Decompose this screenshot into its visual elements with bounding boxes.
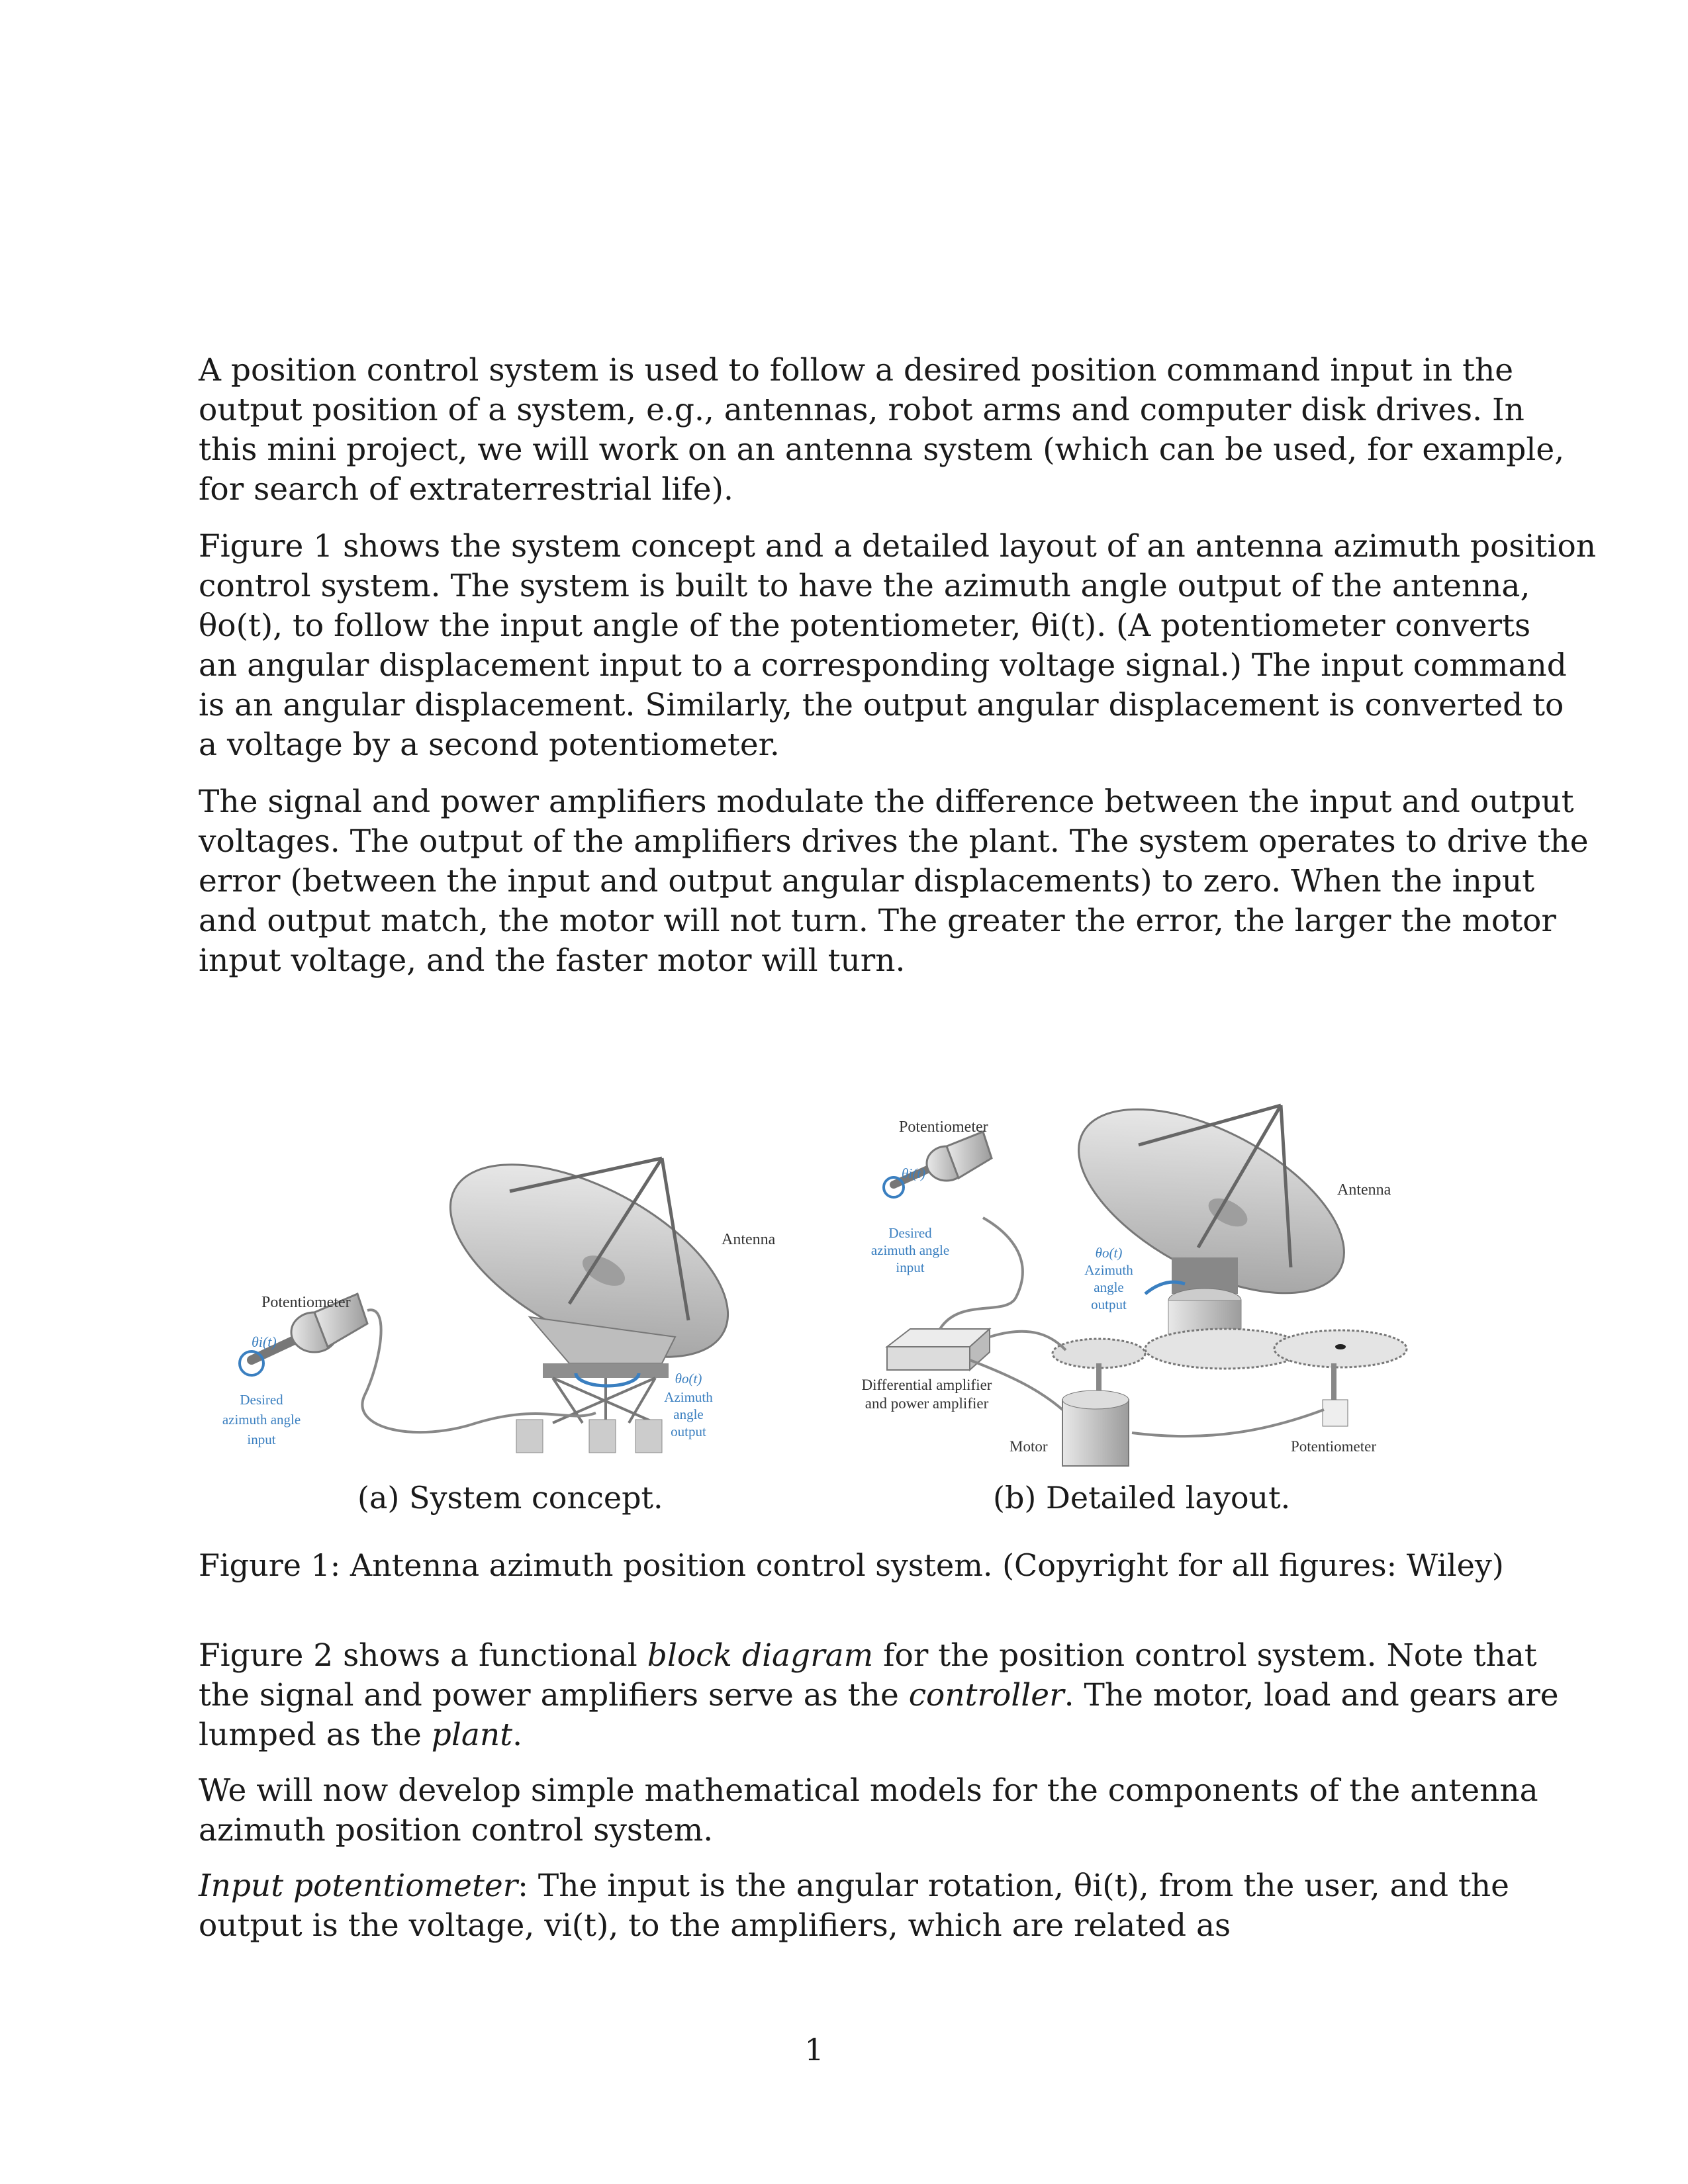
- azimuth-angle-label: azimuth angle: [222, 1412, 301, 1428]
- antenna-label: Antenna: [722, 1231, 776, 1248]
- potentiometer-top-label: Potentiometer: [899, 1118, 988, 1136]
- subfigure-b-caption: (b) Detailed layout.: [993, 1480, 1291, 1516]
- theta-i-label: θi(t): [902, 1165, 925, 1181]
- azimuth-label: Azimuth: [1084, 1262, 1133, 1278]
- text-line: [199, 1636, 1537, 1676]
- amplifier-label: and power amplifier: [865, 1395, 989, 1412]
- subfigure-a-caption: (a) System concept.: [357, 1480, 663, 1516]
- block-diagram-paragraph: [199, 1636, 1559, 1755]
- text-line: A position control system is used to follow a desired position command input in the: [199, 352, 1514, 388]
- text-span: the signal and power amplifiers serve as the: [199, 1677, 909, 1713]
- text-line: output position of a system, e.g., antennas, robot arms and computer disk drives. In: [199, 392, 1524, 428]
- text-line: a voltage by a second potentiometer.: [199, 727, 780, 763]
- amplifier-label: Differential amplifier: [861, 1377, 992, 1393]
- emphasis-plant: plant: [431, 1717, 513, 1753]
- theta-o-label: θo(t): [675, 1371, 702, 1387]
- motor-illustration: [1062, 1390, 1129, 1466]
- antenna-label: Antenna: [1337, 1181, 1391, 1199]
- text-line: output is the voltage, vi(t), to the amplifiers, which are related as: [199, 1907, 1231, 1944]
- theta-o-label: θo(t): [1095, 1245, 1123, 1261]
- angle-label: angle: [673, 1406, 704, 1422]
- figure-1-caption: Figure 1: Antenna azimuth position control system. (Copyright for all figures: Wiley): [199, 1547, 1504, 1583]
- text-span: for the position control system. Note that: [873, 1637, 1537, 1674]
- text-line: control system. The system is built to have the azimuth angle output of the antenna,: [199, 568, 1530, 604]
- output-label: output: [1091, 1297, 1127, 1312]
- potentiometer-bottom-label: Potentiometer: [1291, 1438, 1377, 1455]
- figure1-description-paragraph: [199, 527, 1597, 765]
- page-number: 1: [804, 2032, 824, 2068]
- angle-label: angle: [1094, 1279, 1124, 1295]
- text-span: lumped as the: [199, 1717, 432, 1753]
- azimuth-angle-label: azimuth angle: [870, 1242, 950, 1258]
- azimuth-label: Azimuth: [664, 1389, 713, 1405]
- emphasis-input-potentiometer: Input potentiometer: [199, 1868, 518, 1904]
- text-span: Figure 2 shows a functional: [199, 1637, 647, 1674]
- motor-label: Motor: [1009, 1438, 1048, 1455]
- figure-1a-system-concept: [199, 1145, 814, 1469]
- desired-label: Desired: [888, 1225, 932, 1241]
- text-line: and output match, the motor will not turn. The greater the error, the larger the motor: [199, 903, 1556, 939]
- intro-paragraph: [199, 351, 1565, 510]
- figure-1b-detailed-layout: [841, 1099, 1430, 1469]
- text-line: [199, 1866, 1509, 1906]
- text-line: this mini project, we will work on an antenna system (which can be used, for example,: [199, 432, 1565, 468]
- input-label: input: [896, 1259, 925, 1275]
- text-line: is an angular displacement. Similarly, the output angular displacement is converted to: [199, 687, 1564, 723]
- text-span: .: [512, 1717, 523, 1753]
- text-line: The signal and power amplifiers modulate the difference between the input and output: [199, 784, 1574, 820]
- text-line: an angular displacement input to a corresponding voltage signal.) The input command: [199, 647, 1567, 684]
- text-line: input voltage, and the faster motor will turn.: [199, 942, 906, 979]
- text-line: for search of extraterrestrial life).: [199, 471, 733, 508]
- text-span: . The motor, load and gears are: [1064, 1677, 1559, 1713]
- models-paragraph: [199, 1771, 1538, 1850]
- antenna-dish-illustration: [420, 1145, 757, 1453]
- text-line: azimuth position control system.: [199, 1812, 714, 1848]
- text-line: θo(t), to follow the input angle of the potentiometer, θi(t). (A potentiometer converts: [199, 608, 1531, 644]
- input-label: input: [247, 1432, 276, 1447]
- text-line: voltages. The output of the amplifiers drives the plant. The system operates to drive the: [199, 823, 1589, 860]
- text-line: error (between the input and output angular displacements) to zero. When the input: [199, 863, 1535, 899]
- potentiometer-label: Potentiometer: [261, 1294, 351, 1311]
- desired-label: Desired: [240, 1392, 283, 1408]
- text-span: : The input is the angular rotation, θi(t), from the user, and the: [518, 1868, 1509, 1904]
- input-potentiometer-paragraph: [199, 1866, 1509, 1946]
- output-label: output: [671, 1424, 706, 1439]
- theta-i-label: θi(t): [252, 1334, 277, 1350]
- text-line: Figure 1 shows the system concept and a detailed layout of an antenna azimuth position: [199, 528, 1597, 565]
- text-line: [199, 1676, 1559, 1715]
- emphasis-block-diagram: block diagram: [647, 1637, 874, 1674]
- emphasis-controller: controller: [908, 1677, 1064, 1713]
- input-potentiometer-illustration: [884, 1132, 992, 1197]
- text-line: [199, 1715, 1431, 1755]
- text-line: We will now develop simple mathematical models for the components of the antenna: [199, 1772, 1538, 1809]
- amplifier-paragraph: [199, 782, 1589, 981]
